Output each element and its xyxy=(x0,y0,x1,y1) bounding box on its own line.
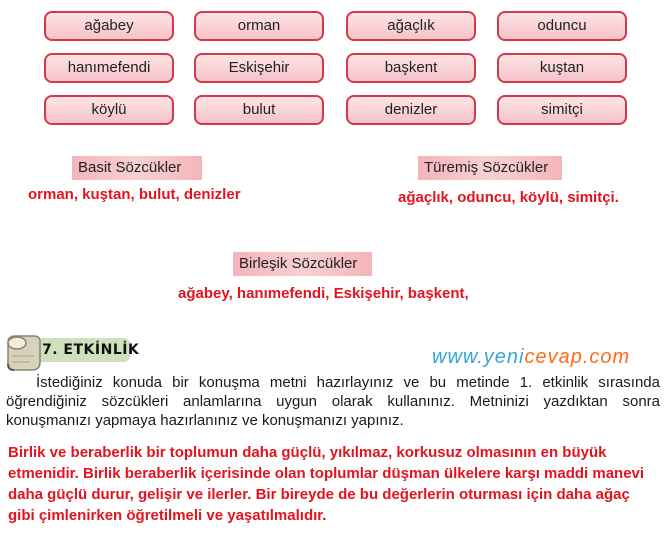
word-box: oduncu xyxy=(497,11,627,41)
word-box: simitçi xyxy=(497,95,627,125)
word-box: ağabey xyxy=(44,11,174,41)
word-box: hanımefendi xyxy=(44,53,174,83)
activity-answer: Birlik ve beraberlik bir toplumun daha güçlü, yıkılmaz, korkusuz olmasının en büyük etmenidir. Birlik beraberlik içerisinde olan toplumlar düşman ülkelere karşı maddi manevi daha güçlü durur, gelişir ve ilerler. Bir bireyde de bu değerlerin oturması için daha ağaç gibi çimlenirken öğretilmeli ve yaşatılmalıdır. xyxy=(8,444,645,524)
watermark-suffix: cevap.com xyxy=(524,346,631,368)
basit-answer: orman, kuştan, bulut, denizler xyxy=(28,186,241,203)
turemis-label: Türemiş Sözcükler xyxy=(418,156,562,180)
scroll-icon xyxy=(4,332,44,376)
turemis-answer: ağaçlık, oduncu, köylü, simitçi. xyxy=(398,189,619,206)
word-box: kuştan xyxy=(497,53,627,83)
word-box: başkent xyxy=(346,53,476,83)
basit-label: Basit Sözcükler xyxy=(72,156,202,180)
word-box: orman xyxy=(194,11,324,41)
word-box: köylü xyxy=(44,95,174,125)
word-box: denizler xyxy=(346,95,476,125)
watermark xyxy=(432,346,630,369)
watermark-prefix: www.yeni xyxy=(432,346,525,368)
word-box: bulut xyxy=(194,95,324,125)
activity-instruction: İstediğiniz konuda bir konuşma metni hazırlayınız ve bu metinde 1. etkinlik sırasında öğrendiğiniz sözcükleri anlamlarına uygun olarak kullanınız. Metninizi yazdıktan sonra konuşmanızı yapmaya hazırlanınız ve konuşmanızı yapınız. xyxy=(6,374,660,429)
birlesik-answer: ağabey, hanımefendi, Eskişehir, başkent, xyxy=(178,285,469,302)
word-box: Eskişehir xyxy=(194,53,324,83)
activity-title: 7. ETKİNLİK xyxy=(42,342,140,358)
word-box: ağaçlık xyxy=(346,11,476,41)
birlesik-label: Birleşik Sözcükler xyxy=(233,252,372,276)
